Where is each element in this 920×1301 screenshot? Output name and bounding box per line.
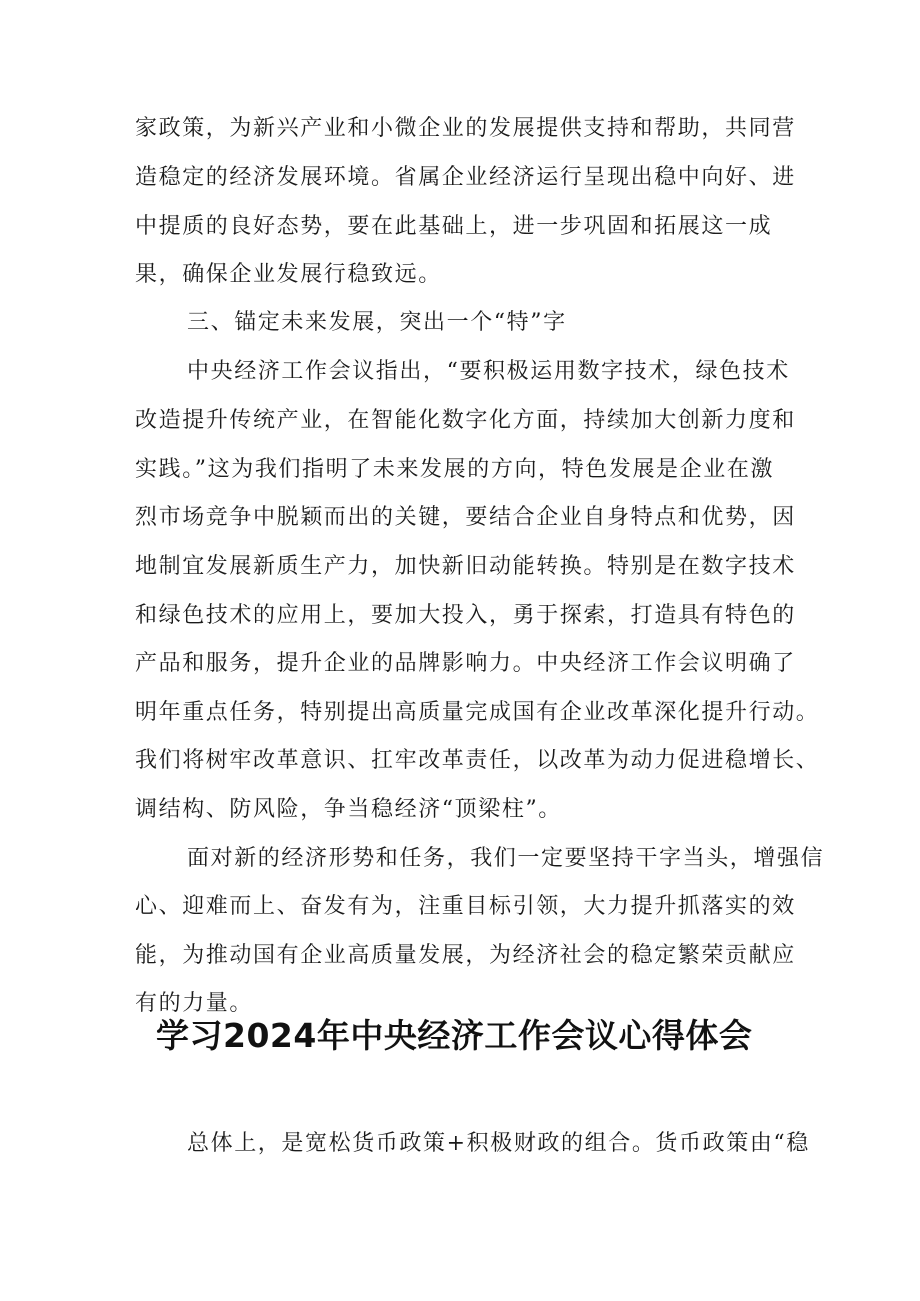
paragraph-1-line-3: 中提质的良好态势，要在此基础上，进一步巩固和拓展这一成 <box>135 214 773 239</box>
paragraph-2-line-7: 产品和服务，提升企业的品牌影响力。中央经济工作会议明确了 <box>135 651 796 676</box>
paragraph-2-line-2: 改造提升传统产业，在智能化数字化方面，持续加大创新力度和 <box>135 408 796 433</box>
paragraph-2-line-6: 和绿色技术的应用上，要加大投入，勇于探索，打造具有特色的 <box>135 603 796 628</box>
section-heading: 三、锚定未来发展，突出一个“特”字 <box>187 310 567 335</box>
paragraph-3-line-1: 面对新的经济形势和任务，我们一定要坚持干字当头，增强信 <box>187 846 825 871</box>
paragraph-2-line-9: 我们将树牢改革意识、扛牢改革责任，以改革为动力促进稳增长、 <box>135 748 820 773</box>
paragraph-3-line-4: 有的力量。 <box>135 991 254 1016</box>
paragraph-2-line-4: 烈市场竞争中脱颖而出的关键，要结合企业自身特点和优势，因 <box>135 505 796 530</box>
document-title: 学习2024年中央经济工作会议心得体会 <box>156 1016 753 1055</box>
paragraph-2-line-10: 调结构、防风险，争当稳经济“顶梁柱”。 <box>135 797 562 822</box>
paragraph-1-line-1: 家政策，为新兴产业和小微企业的发展提供支持和帮助，共同营 <box>135 116 796 141</box>
paragraph-1-line-2: 造稳定的经济发展环境。省属企业经济运行呈现出稳中向好、进 <box>135 165 796 190</box>
paragraph-2-line-1: 中央经济工作会议指出，“要积极运用数字技术，绿色技术 <box>187 359 790 384</box>
paragraph-2-line-8: 明年重点任务，特别提出高质量完成国有企业改革深化提升行动。 <box>135 700 820 725</box>
paragraph-1-line-4: 果，确保企业发展行稳致远。 <box>135 262 442 287</box>
paragraph-2-line-5: 地制宜发展新质生产力，加快新旧动能转换。特别是在数字技术 <box>135 554 796 579</box>
paragraph-3-line-2: 心、迎难而上、奋发有为，注重目标引领，大力提升抓落实的效 <box>135 894 796 919</box>
paragraph-4-line-1: 总体上，是宽松货币政策+积极财政的组合。货币政策由“稳 <box>187 1131 810 1156</box>
paragraph-3-line-3: 能，为推动国有企业高质量发展，为经济社会的稳定繁荣贡献应 <box>135 943 796 968</box>
paragraph-2-line-3: 实践。”这为我们指明了未来发展的方向，特色发展是企业在激 <box>135 457 775 482</box>
